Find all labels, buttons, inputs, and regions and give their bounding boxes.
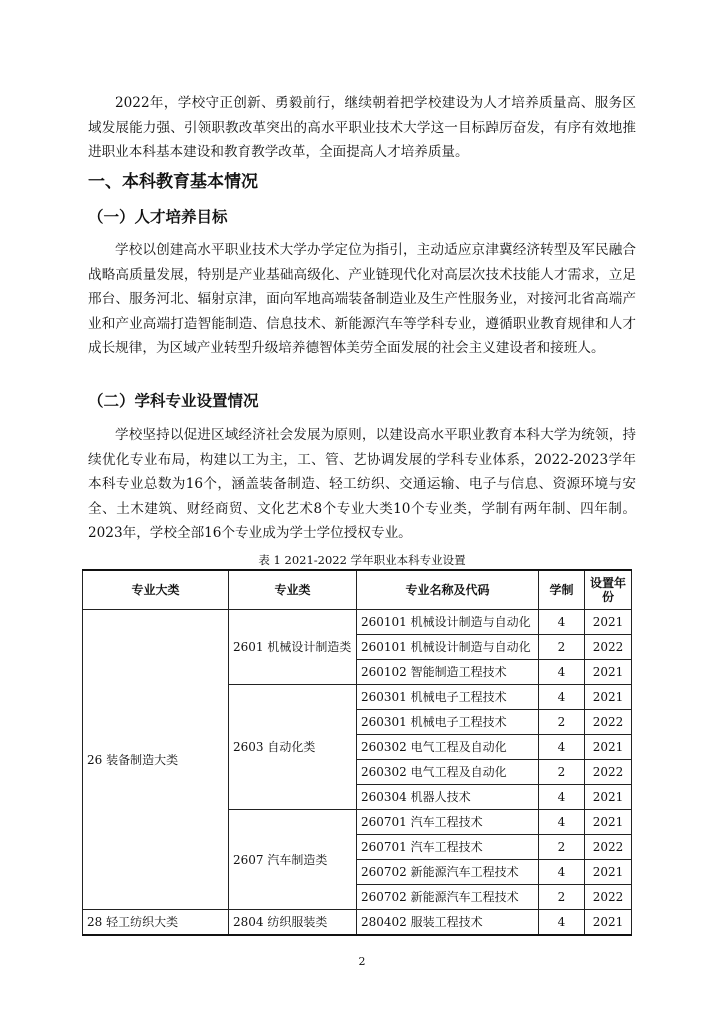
major-name-cell: 260701 汽车工程技术: [357, 835, 539, 860]
duration-cell: 2: [539, 885, 585, 910]
year-cell: 2021: [585, 660, 632, 685]
table-caption: 表 1 2021-2022 学年职业本科专业设置: [258, 553, 466, 567]
class-cell: 2607 汽车制造类: [229, 810, 357, 910]
major-name-cell: 260301 机械电子工程技术: [357, 685, 539, 710]
table-header-row: [83, 570, 632, 610]
duration-cell: 4: [539, 610, 585, 635]
major-name-cell: 260101 机械设计制造与自动化: [357, 635, 539, 660]
category-cell: 28 轻工纺织大类: [83, 910, 229, 936]
duration-cell: 4: [539, 910, 585, 936]
year-cell: 2022: [585, 635, 632, 660]
page-number: 2: [358, 955, 366, 968]
header-year: 设置年份: [585, 570, 632, 610]
year-cell: 2021: [585, 910, 632, 936]
table-row: [83, 610, 632, 635]
subsection-heading-talent-goal: （一）人才培养目标: [88, 208, 228, 226]
header-duration: 学制: [539, 570, 585, 610]
talent-goal-paragraph: 学校以创建高水平职业技术大学办学定位为指引，主动适应京津冀经济转型及军民融合战略高质量发展，特别是产业基础高级化、产业链现代化对高层次技术技能人才需求，立足邢台、服务河北、辐射京津，面向军地高端装备制造业及生产性服务业，对接河北省高端产业和产业高端打造智能制造、信息技术、新能源汽车等学科专业，遵循职业教育规律和人才成长规律，为区域产业转型升级培养德智体美劳全面发展的社会主义建设者和接班人。: [88, 242, 636, 357]
major-name-cell: 260702 新能源汽车工程技术: [357, 885, 539, 910]
class-cell: 2804 纺织服装类: [229, 910, 357, 936]
duration-cell: 4: [539, 810, 585, 835]
major-name-cell: 260701 汽车工程技术: [357, 810, 539, 835]
class-cell: 2601 机械设计制造类: [229, 610, 357, 685]
table-row: [83, 910, 632, 936]
category-cell: 26 装备制造大类: [83, 610, 229, 910]
year-cell: 2021: [585, 860, 632, 885]
major-name-cell: 260302 电气工程及自动化: [357, 735, 539, 760]
duration-cell: 4: [539, 735, 585, 760]
year-cell: 2022: [585, 835, 632, 860]
major-name-cell: 260102 智能制造工程技术: [357, 660, 539, 685]
header-class: 专业类: [229, 570, 357, 610]
subsection-heading-major-setup: （二）学科专业设置情况: [88, 392, 259, 410]
duration-cell: 4: [539, 785, 585, 810]
duration-cell: 2: [539, 710, 585, 735]
major-name-cell: 260304 机器人技术: [357, 785, 539, 810]
majors-table: [82, 569, 632, 936]
header-category: 专业大类: [83, 570, 229, 610]
header-name: 专业名称及代码: [357, 570, 539, 610]
major-name-cell: 260302 电气工程及自动化: [357, 760, 539, 785]
year-cell: 2022: [585, 885, 632, 910]
year-cell: 2021: [585, 810, 632, 835]
duration-cell: 4: [539, 685, 585, 710]
year-cell: 2022: [585, 760, 632, 785]
year-cell: 2021: [585, 610, 632, 635]
year-cell: 2021: [585, 735, 632, 760]
duration-cell: 2: [539, 760, 585, 785]
major-name-cell: 260702 新能源汽车工程技术: [357, 860, 539, 885]
major-name-cell: 280402 服装工程技术: [357, 910, 539, 936]
year-cell: 2021: [585, 785, 632, 810]
intro-paragraph: 2022年，学校守正创新、勇毅前行，继续朝着把学校建设为人才培养质量高、服务区域发展能力强、引领职教改革突出的高水平职业技术大学这一目标踔厉奋发，有序有效地推进职业本科基本建设和教育教学改革，全面提高人才培养质量。: [88, 95, 636, 161]
year-cell: 2021: [585, 685, 632, 710]
duration-cell: 4: [539, 660, 585, 685]
major-name-cell: 260101 机械设计制造与自动化: [357, 610, 539, 635]
class-cell: 2603 自动化类: [229, 685, 357, 810]
year-cell: 2022: [585, 710, 632, 735]
major-setup-paragraph: 学校坚持以促进区域经济社会发展为原则，以建设高水平职业教育本科大学为统领，持续优化专业布局，构建以工为主，工、管、艺协调发展的学科专业体系，2022-2023学年本科专业总数为16个，涵盖装备制造、轻工纺织、交通运输、电子与信息、资源环境与安全、土木建筑、财经商贸、文化艺术8个专业大类10个专业类，学制有两年制、四年制。2023年，学校全部16个专业成为学士学位授权专业。: [88, 427, 636, 542]
duration-cell: 2: [539, 835, 585, 860]
duration-cell: 2: [539, 635, 585, 660]
major-name-cell: 260301 机械电子工程技术: [357, 710, 539, 735]
section-heading-undergrad-overview: 一、本科教育基本情况: [88, 172, 258, 192]
duration-cell: 4: [539, 860, 585, 885]
